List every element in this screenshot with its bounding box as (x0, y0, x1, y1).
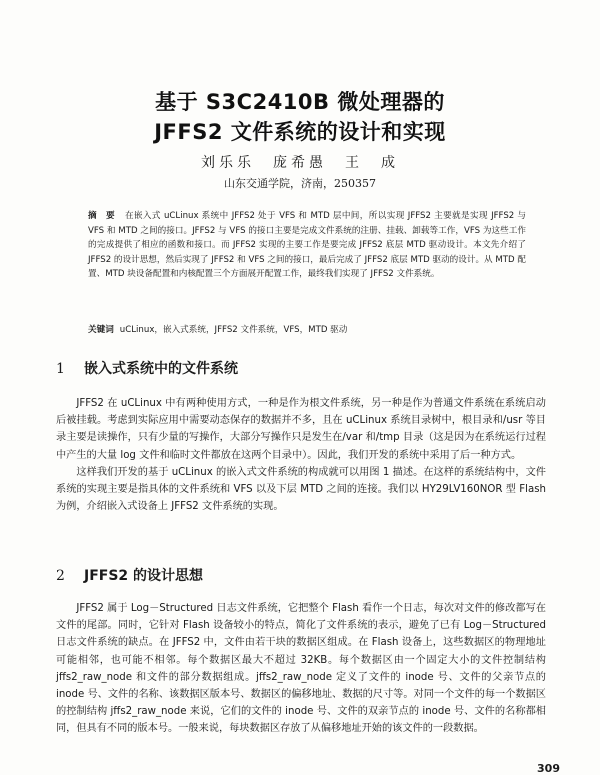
keywords (88, 323, 526, 335)
author-affiliation: 山东交通学院，济南，250357 (224, 177, 376, 190)
section-2-title: JFFS2 的设计思想 (84, 568, 204, 584)
section-1-paragraph-2: 这样我们开发的基于 uCLinux 的嵌入式文件系统的构成就可以用图 1 描述。在这样的系统结构中，文件系统的实现主要是指具体的文件系统和 VFS 以及下层 MTD 之间的连接。我们以 HY29LV160NOR 型 Flash 为例，介绍嵌入式设备上 JFFS2 文件系统的实现。 (56, 466, 546, 513)
section-1-number: 1 (56, 361, 65, 377)
author-list: 刘乐乐 庞希愚 王 成 (201, 155, 399, 171)
section-1-title: 嵌入式系统中的文件系统 (84, 361, 238, 377)
abstract-label: 摘 要 (88, 211, 115, 221)
section-2-body (56, 600, 546, 738)
paper-title-line-2: JFFS2 文件系统的设计和实现 (154, 120, 446, 144)
paper-title-line-1: 基于 S3C2410B 微处理器的 (155, 90, 445, 114)
section-1-paragraph-1: JFFS2 在 uCLinux 中有两种使用方式，一种是作为根文件系统，另一种是作为普通文件系统在系统启动后被挂载。考虑到实际应用中需要动态保存的数据并不多，且在 uCLinux 系统目录树中，根目录和/usr 等目录主要是读操作，只有少量的写操作，大部分写操作只是发生在/var 和/tmp 目录（这是因为在系统运行过程中产生的大量 log 文件和临时文件都放在这两个目录中）。因此，我们开发的系统中采用了后一种方式。 (56, 398, 546, 461)
abstract-text: 在嵌入式 uCLinux 系统中 JFFS2 处于 VFS 和 MTD 层中间，所以实现 JFFS2 主要就是实现 JFFS2 与 VFS 和 MTD 之间的接口。JFFS2 与 VFS 的接口主要是完成文件系统的注册、挂载、卸载等工作，VFS 为这些工作的完成提供了相应的函数和接口。而 JFFS2 实现的主要工作是要完成 JFFS2 底层 MTD 驱动设计。本文先介绍了 JFFS2 的设计思想，然后实现了 JFFS2 和 VFS 之间的接口，最后完成了 JFFS2 底层 MTD 驱动的设计。从 MTD 配置、MTD 块设备配置和内核配置三个方面展开配置工作，最终我们实现了 JFFS2 文件系统。 (88, 211, 526, 280)
section-1-heading (56, 358, 238, 378)
keywords-label: 关键词 (88, 325, 114, 335)
section-1-body (56, 395, 546, 515)
keywords-text: uCLinux，嵌入式系统，JFFS2 文件系统，VFS，MTD 驱动 (119, 325, 348, 335)
section-2-heading (56, 565, 203, 585)
section-2-number: 2 (56, 568, 65, 584)
abstract (88, 209, 526, 282)
page-number: 309 (537, 762, 560, 775)
section-2-paragraph-1: JFFS2 属于 Log－Structured 日志文件系统，它把整个 Flash 看作一个日志，每次对文件的修改都写在文件的尾部。同时，它针对 Flash 设备较小的特点，简化了文件系统的表示，避免了已有 Log－Structured 日志文件系统的缺点。在 JFFS2 中，文件由若干块的数据区组成。在 Flash 设备上，这些数据区的物理地址可能相邻，也可能不相邻。每个数据区最大不超过 32KB。每个数据区由一个固定大小的文件控制结构 jffs2_raw_node 和文件的部分数据组成。jffs2_raw_node 定义了文件的 inode 号、文件的父亲节点的 inode 号、文件的名称、该数据区版本号、数据区的偏移地址、数据的尺寸等。对同一个文件的每一个数据区的控制结构 jffs2_raw_node 来说，它们的文件的 inode 号、文件的双亲节点的 inode 号、文件的名称都相同，但具有不同的版本号。一般来说，每块数据区存放了从偏移地址开始的该文件的一段数据。 (56, 603, 546, 735)
